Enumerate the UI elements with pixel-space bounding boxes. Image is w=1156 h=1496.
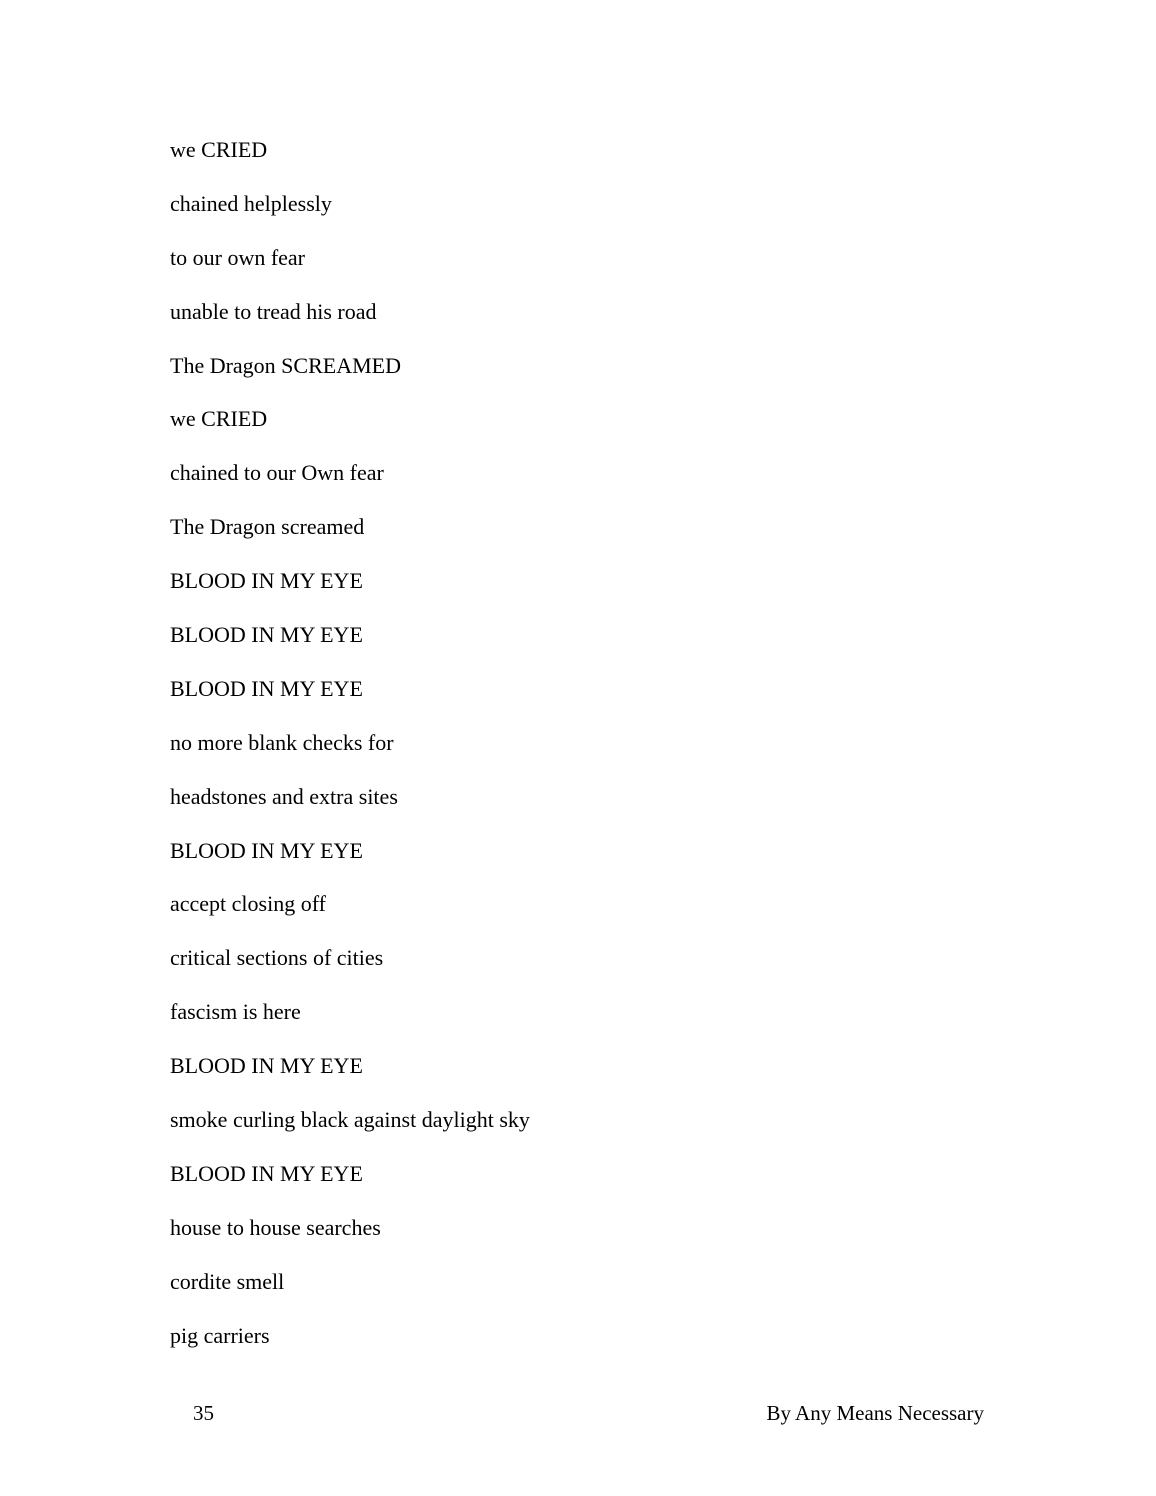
poem-line: BLOOD IN MY EYE — [170, 1160, 363, 1186]
poem-text — [170, 133, 530, 1372]
page-number: 35 — [193, 1401, 214, 1425]
poem-line: BLOOD IN MY EYE — [170, 837, 363, 863]
book-title: By Any Means Necessary — [766, 1401, 984, 1425]
poem-line: BLOOD IN MY EYE — [170, 622, 363, 648]
poem-line: unable to tread his road — [170, 298, 377, 324]
poem-line: headstones and extra sites — [170, 783, 398, 809]
poem-line: chained helplessly — [170, 190, 332, 216]
poem-line: no more blank checks for — [170, 729, 394, 755]
poem-line: cordite smell — [170, 1268, 285, 1294]
poem-line: fascism is here — [170, 999, 301, 1025]
poem-line: chained to our Own fear — [170, 460, 384, 486]
poem-line: we CRIED — [170, 406, 268, 432]
poem-line: BLOOD IN MY EYE — [170, 675, 363, 701]
poem-line: The Dragon SCREAMED — [170, 352, 401, 378]
poem-line: we CRIED — [170, 137, 268, 162]
poem-line: The Dragon screamed — [170, 514, 365, 540]
poem-line: pig carriers — [170, 1322, 270, 1348]
poem-line: BLOOD IN MY EYE — [170, 568, 363, 594]
poem-line: house to house searches — [170, 1214, 381, 1240]
poem-line: critical sections of cities — [170, 945, 384, 971]
poem-line: accept closing off — [170, 891, 326, 917]
poem-line: to our own fear — [170, 244, 306, 270]
poem-line: smoke curling black against daylight sky — [170, 1107, 530, 1133]
poem-line: BLOOD IN MY EYE — [170, 1053, 363, 1079]
